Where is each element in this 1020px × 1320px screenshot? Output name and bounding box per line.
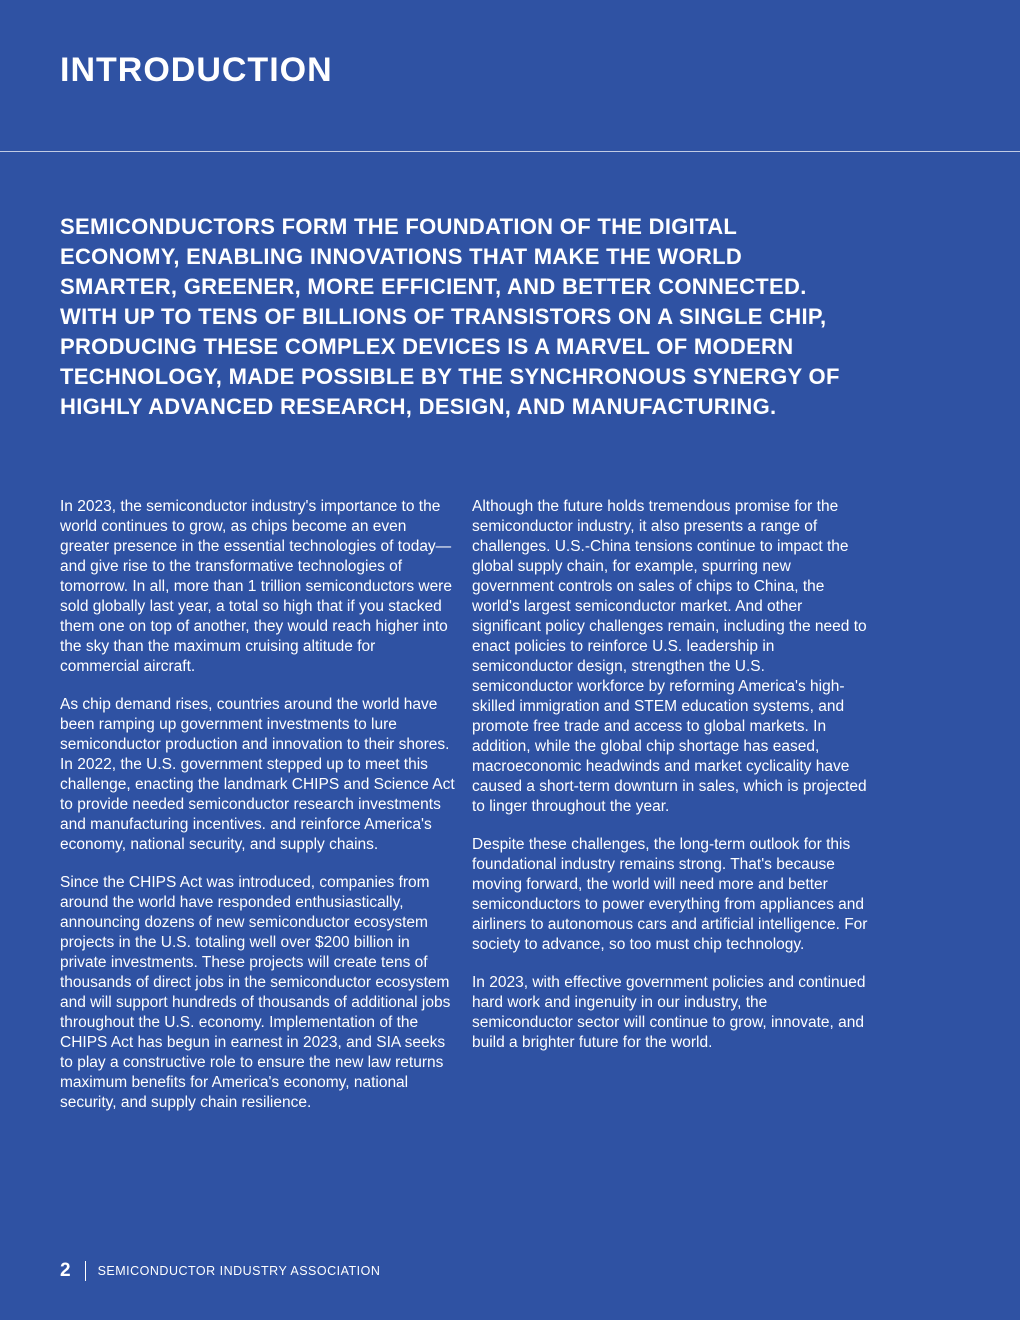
page-number: 2 xyxy=(60,1260,71,1281)
body-paragraph: In 2023, the semiconductor industry's importance to the world continues to grow, as chips become an even greater presence in the essential technologies of today—and give rise to the transformative technologies of tomorrow. In all, more than 1 trillion semiconductors were sold globally last year, a total so high that if you stacked them one on top of another, they would reach higher into the sky than the maximum cruising altitude for commercial aircraft. xyxy=(60,498,452,675)
body-column-right xyxy=(472,497,870,1071)
page-footer xyxy=(60,1258,380,1284)
footer-divider xyxy=(85,1261,86,1281)
body-paragraph: Although the future holds tremendous promise for the semiconductor industry, it also presents a range of challenges. U.S.-China tensions continue to impact the global supply chain, for example, spurring new government controls on sales of chips to China, the world's largest semiconductor market. And other significant policy challenges remain, including the need to enact policies to reinforce U.S. leadership in semiconductor design, strengthen the U.S. semiconductor workforce by reforming America's high-skilled immigration and STEM education systems, and promote free trade and access to global markets. In addition, while the global chip shortage has eased, macroeconomic headwinds and market cyclicality have caused a short-term downturn in sales, which is projected to linger throughout the year. xyxy=(472,498,867,815)
title-divider xyxy=(0,151,1020,152)
body-paragraph: As chip demand rises, countries around the world have been ramping up government investments to lure semiconductor production and innovation to their shores. In 2022, the U.S. government stepped up to meet this challenge, enacting the landmark CHIPS and Science Act to provide needed semiconductor research investments and manufacturing incentives. and reinforce America's economy, national security, and supply chains. xyxy=(60,696,455,853)
body-paragraph: In 2023, with effective government policies and continued hard work and ingenuity in our industry, the semiconductor sector will continue to grow, innovate, and build a brighter future for the world. xyxy=(472,974,866,1051)
page-title: INTRODUCTION xyxy=(60,51,333,89)
body-paragraph: Despite these challenges, the long-term outlook for this foundational industry remains strong. That's because moving forward, the world will need more and better semiconductors to power everything from appliances and airliners to autonomous cars and artificial intelligence. For society to advance, so too must chip technology. xyxy=(472,836,868,953)
lead-paragraph: SEMICONDUCTORS FORM THE FOUNDATION OF THE DIGITAL ECONOMY, ENABLING INNOVATIONS THAT MAKE THE WORLD SMARTER, GREENER, MORE EFFICIENT, AND BETTER CONNECTED. WITH UP TO TENS OF BILLIONS OF TRANSISTORS ON A SINGLE CHIP, PRODUCING THESE COMPLEX DEVICES IS A MARVEL OF MODERN TECHNOLOGY, MADE POSSIBLE BY THE SYNCHRONOUS SYNERGY OF HIGHLY ADVANCED RESEARCH, DESIGN, AND MANUFACTURING. xyxy=(60,214,840,419)
body-column-left xyxy=(60,497,458,1131)
body-paragraph: Since the CHIPS Act was introduced, companies from around the world have responded enthusiastically, announcing dozens of new semiconductor ecosystem projects in the U.S. totaling well over $200 billion in private investments. These projects will create tens of thousands of direct jobs in the semiconductor ecosystem and will support hundreds of thousands of additional jobs throughout the U.S. economy. Implementation of the CHIPS Act has begun in earnest in 2023, and SIA seeks to play a constructive role to ensure the new law returns maximum benefits for America's economy, national security, and supply chain resilience. xyxy=(60,874,451,1111)
footer-organization: SEMICONDUCTOR INDUSTRY ASSOCIATION xyxy=(97,1264,381,1278)
